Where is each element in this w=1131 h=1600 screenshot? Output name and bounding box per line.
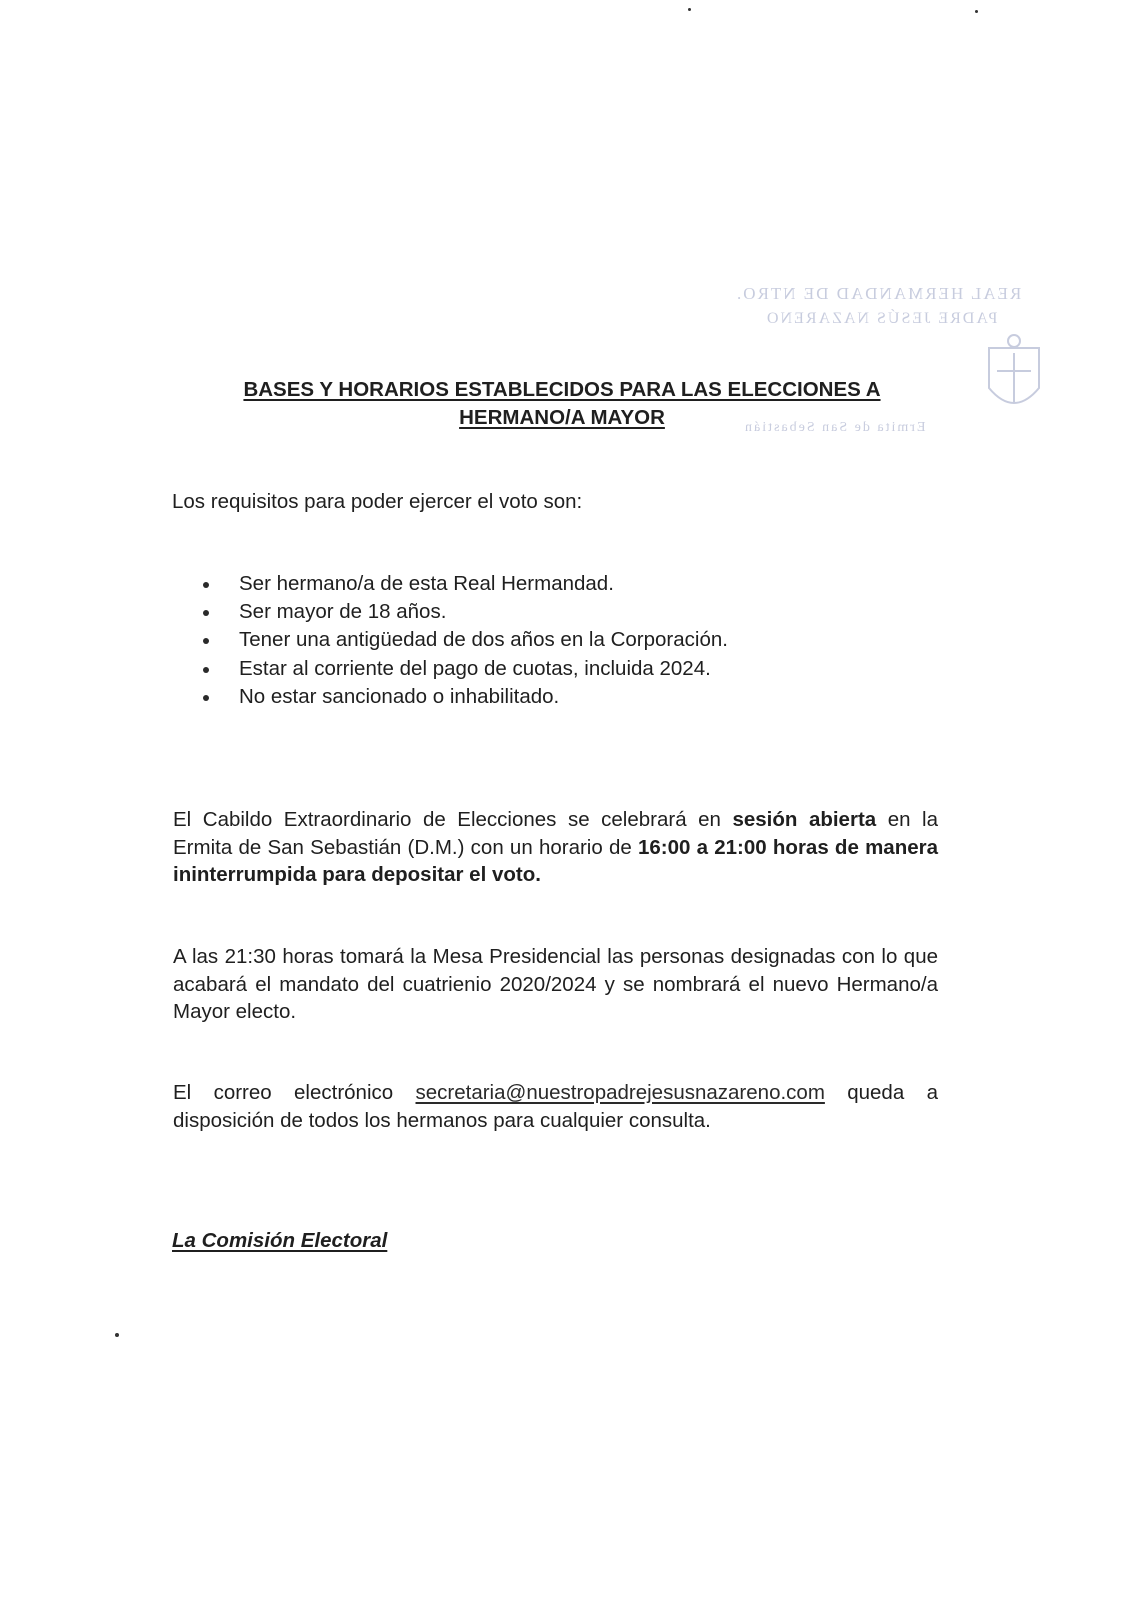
schedule-bold-hours: 16:00 a 21:00 horas de manera ininterrumpida para depositar el voto. [173,835,939,886]
requirement-item: No estar sancionado o inhabilitado. [203,683,728,711]
scan-speck [688,8,691,11]
contact-text-2: queda a disposición de todos los hermanos para cualquier consulta. [173,1081,938,1132]
contact-text-1: El correo electrónico [173,1081,416,1104]
requirement-item: Tener una antigüedad de dos años en la Corporación. [203,626,728,654]
scan-speck [115,1333,119,1337]
schedule-text-1: El Cabildo Extraordinario de Elecciones se celebrará en [173,808,733,831]
seal-crest-icon [979,333,1049,423]
requirement-item: Ser hermano/a de esta Real Hermandad. [203,570,728,598]
title-line-2: HERMANO/A MAYOR [459,406,665,429]
email-link[interactable]: secretaria@nuestropadrejesusnazareno.com [415,1081,825,1104]
seal-text-line1: REAL HERMANDAD DE NTRO. [735,284,1022,303]
contact-paragraph [173,1079,938,1134]
seal-text-line2: PADRE JESÚS NAZARENO [765,310,998,327]
signature-electoral-commission: La Comisión Electoral [172,1229,388,1252]
requirement-item: Estar al corriente del pago de cuotas, incluida 2024. [203,655,728,683]
requirement-item: Ser mayor de 18 años. [203,598,728,626]
requirements-intro: Los requisitos para poder ejercer el voto son: [172,490,583,513]
schedule-bold-session: sesión abierta [732,808,877,831]
scan-speck [975,10,978,13]
schedule-text-2: en la Ermita de San Sebastián (D.M.) con un horario de [173,808,938,859]
seal-text-line3: Ermita de San Sebastián [743,420,926,435]
title-line-1: BASES Y HORARIOS ESTABLECIDOS PARA LAS ELECCIONES A [243,378,881,401]
document-title [150,376,974,432]
schedule-paragraph [173,806,938,889]
requirements-list [203,570,728,711]
presidential-table-paragraph: A las 21:30 horas tomará la Mesa Presidencial las personas designadas con lo que acabará el mandato del cuatrienio 2020/2024 y se nombrará el nuevo Hermano/a Mayor electo. [173,945,938,1023]
